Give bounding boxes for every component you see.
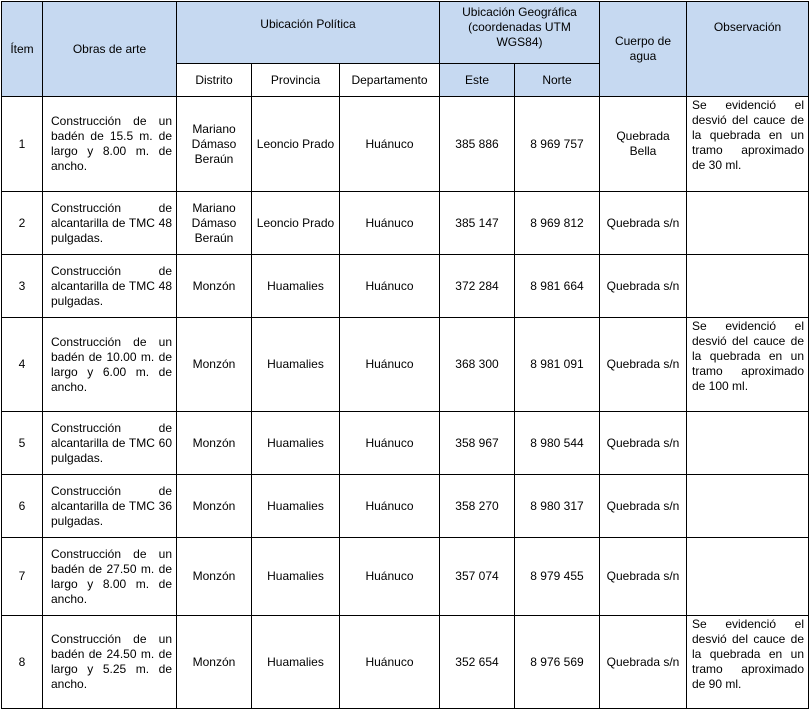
cell-provincia: Huamalies xyxy=(252,538,340,616)
header-observacion: Observación xyxy=(687,2,809,97)
cell-observacion xyxy=(687,192,809,255)
cell-distrito: Monzón xyxy=(177,616,252,709)
cell-norte: 8 969 812 xyxy=(515,192,600,255)
header-row-main xyxy=(2,2,809,64)
cell-norte: 8 981 091 xyxy=(515,318,600,412)
cell-obra: Construcción de un badén de 24.50 m. de largo y 5.25 m. de ancho. xyxy=(43,616,177,709)
cell-departamento: Huánuco xyxy=(340,538,440,616)
cell-este: 357 074 xyxy=(440,538,515,616)
cell-cuerpo: Quebrada s/n xyxy=(600,318,687,412)
cell-este: 358 967 xyxy=(440,412,515,475)
header-provincia: Provincia xyxy=(252,64,340,97)
cell-obra: Construcción de un badén de 27.50 m. de largo y 8.00 m. de ancho. xyxy=(43,538,177,616)
cell-norte: 8 980 544 xyxy=(515,412,600,475)
cell-provincia: Huamalies xyxy=(252,412,340,475)
cell-departamento: Huánuco xyxy=(340,475,440,538)
cell-provincia: Leoncio Prado xyxy=(252,192,340,255)
cell-este: 352 654 xyxy=(440,616,515,709)
cell-departamento: Huánuco xyxy=(340,97,440,192)
cell-distrito: Monzón xyxy=(177,318,252,412)
cell-este: 385 147 xyxy=(440,192,515,255)
cell-norte: 8 979 455 xyxy=(515,538,600,616)
cell-obra: Construcción de alcantarilla de TMC 48 pulgadas. xyxy=(43,192,177,255)
cell-observacion xyxy=(687,538,809,616)
header-ubicacion-politica: Ubicación Política xyxy=(177,2,440,64)
cell-provincia: Huamalies xyxy=(252,616,340,709)
obras-de-arte-table xyxy=(1,1,809,709)
cell-cuerpo: Quebrada s/n xyxy=(600,255,687,318)
header-obras: Obras de arte xyxy=(43,2,177,97)
cell-departamento: Huánuco xyxy=(340,616,440,709)
cell-item: 1 xyxy=(2,97,43,192)
cell-provincia: Huamalies xyxy=(252,475,340,538)
cell-este: 372 284 xyxy=(440,255,515,318)
cell-provincia: Leoncio Prado xyxy=(252,97,340,192)
table-row xyxy=(2,538,809,616)
header-distrito: Distrito xyxy=(177,64,252,97)
cell-item: 7 xyxy=(2,538,43,616)
header-departamento: Departamento xyxy=(340,64,440,97)
cell-obra: Construcción de alcantarilla de TMC 60 pulgadas. xyxy=(43,412,177,475)
cell-obra: Construcción de alcantarilla de TMC 48 pulgadas. xyxy=(43,255,177,318)
table-row xyxy=(2,97,809,192)
table-row xyxy=(2,255,809,318)
cell-provincia: Huamalies xyxy=(252,255,340,318)
cell-observacion: Se evidenció el desvió del cauce de la quebrada en un tramo aproximado de 30 ml. xyxy=(687,97,809,192)
cell-observacion xyxy=(687,475,809,538)
cell-departamento: Huánuco xyxy=(340,192,440,255)
cell-item: 6 xyxy=(2,475,43,538)
cell-item: 5 xyxy=(2,412,43,475)
cell-observacion: Se evidenció el desvió del cauce de la quebrada en un tramo aproximado de 100 ml. xyxy=(687,318,809,412)
table-row xyxy=(2,616,809,709)
cell-departamento: Huánuco xyxy=(340,318,440,412)
cell-distrito: Monzón xyxy=(177,538,252,616)
header-cuerpo-agua: Cuerpo de agua xyxy=(600,2,687,97)
cell-norte: 8 981 664 xyxy=(515,255,600,318)
cell-distrito: Mariano Dámaso Beraún xyxy=(177,97,252,192)
cell-observacion xyxy=(687,412,809,475)
table-row xyxy=(2,318,809,412)
cell-obra: Construcción de alcantarilla de TMC 36 pulgadas. xyxy=(43,475,177,538)
header-norte: Norte xyxy=(515,64,600,97)
cell-este: 385 886 xyxy=(440,97,515,192)
cell-norte: 8 969 757 xyxy=(515,97,600,192)
cell-obra: Construcción de un badén de 15.5 m. de largo y 8.00 m. de ancho. xyxy=(43,97,177,192)
cell-item: 2 xyxy=(2,192,43,255)
cell-distrito: Mariano Dámaso Beraún xyxy=(177,192,252,255)
cell-item: 8 xyxy=(2,616,43,709)
table-row xyxy=(2,192,809,255)
cell-cuerpo: Quebrada s/n xyxy=(600,616,687,709)
cell-este: 358 270 xyxy=(440,475,515,538)
cell-distrito: Monzón xyxy=(177,255,252,318)
cell-norte: 8 980 317 xyxy=(515,475,600,538)
cell-item: 4 xyxy=(2,318,43,412)
cell-cuerpo: Quebrada s/n xyxy=(600,538,687,616)
cell-provincia: Huamalies xyxy=(252,318,340,412)
cell-norte: 8 976 569 xyxy=(515,616,600,709)
cell-cuerpo: Quebrada s/n xyxy=(600,475,687,538)
cell-cuerpo: Quebrada Bella xyxy=(600,97,687,192)
header-item: Ítem xyxy=(2,2,43,97)
cell-obra: Construcción de un badén de 10.00 m. de largo y 6.00 m. de ancho. xyxy=(43,318,177,412)
cell-este: 368 300 xyxy=(440,318,515,412)
cell-distrito: Monzón xyxy=(177,412,252,475)
cell-cuerpo: Quebrada s/n xyxy=(600,192,687,255)
header-ubicacion-geografica: Ubicación Geográfica (coordenadas UTM WGS84) xyxy=(440,2,600,64)
cell-distrito: Monzón xyxy=(177,475,252,538)
header-este: Este xyxy=(440,64,515,97)
table-row xyxy=(2,412,809,475)
cell-departamento: Huánuco xyxy=(340,412,440,475)
cell-departamento: Huánuco xyxy=(340,255,440,318)
cell-observacion xyxy=(687,255,809,318)
cell-cuerpo: Quebrada s/n xyxy=(600,412,687,475)
cell-item: 3 xyxy=(2,255,43,318)
table-row xyxy=(2,475,809,538)
cell-observacion: Se evidenció el desvió del cauce de la quebrada en un tramo aproximado de 90 ml. xyxy=(687,616,809,709)
